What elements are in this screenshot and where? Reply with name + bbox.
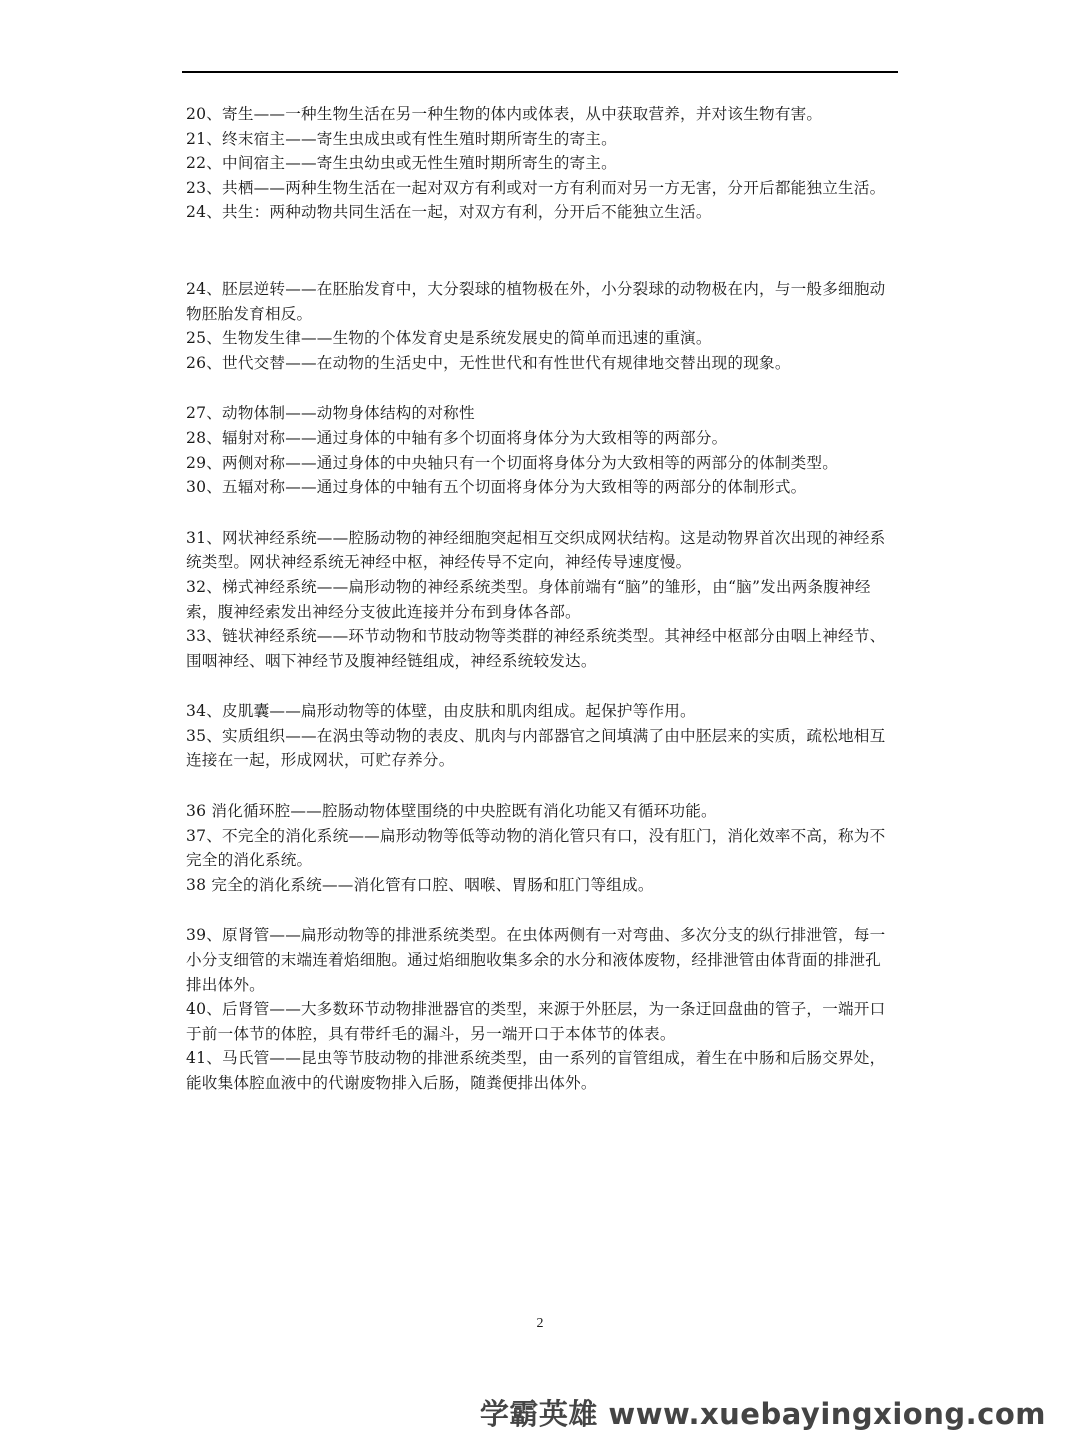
site-watermark: 学霸英雄 www.xuebayingxiong.com — [479, 1397, 1046, 1431]
entry-39: 39、原肾管——扁形动物等的排泄系统类型。在虫体两侧有一对弯曲、多次分支的纵行排泄管，每一小分支细管的末端连着焰细胞。通过焰细胞收集多余的水分和液体废物，经排泄管由体背面的排泄孔排出体外。 — [186, 926, 886, 994]
entry-31: 31、网状神经系统——腔肠动物的神经细胞突起相互交织成网状结构。这是动物界首次出现的神经系统类型。网状神经系统无神经中枢，神经传导不定向，神经传导速度慢。 — [186, 528, 886, 572]
group-nervous-system — [186, 526, 896, 674]
group-excretory-system — [186, 923, 896, 1095]
entry-30: 30、五辐对称——通过身体的中轴有五个切面将身体分为大致相等的两部分的体制形式。 — [186, 478, 807, 497]
page-number: 2 — [536, 1316, 544, 1331]
group-digestive-system — [186, 799, 896, 897]
entry-28: 28、辐射对称——通过身体的中轴有多个切面将身体分为大致相等的两部分。 — [186, 428, 728, 447]
entry-35: 35、实质组织——在涡虫等动物的表皮、肌肉与内部器官之间填满了由中胚层来的实质，疏松地相互连接在一起，形成网状，可贮存养分。 — [186, 726, 886, 770]
group-symmetry — [186, 401, 896, 499]
entry-29: 29、两侧对称——通过身体的中央轴只有一个切面将身体分为大致相等的两部分的体制类型。 — [186, 453, 838, 472]
entry-37: 37、不完全的消化系统——扁形动物等低等动物的消化管只有口，没有肛门，消化效率不高，称为不完全的消化系统。 — [186, 826, 886, 870]
entry-24-inversion: 24、胚层逆转——在胚胎发育中，大分裂球的植物极在外，小分裂球的动物极在内，与一般多细胞动物胚胎发育相反。 — [186, 279, 886, 323]
entry-23: 23、共栖——两种生物生活在一起对双方有利或对一方有利而对另一方无害，分开后都能独立生活。 — [186, 178, 886, 197]
entry-21: 21、终末宿主——寄生虫成虫或有性生殖时期所寄生的寄主。 — [186, 129, 617, 148]
entry-34: 34、皮肌囊——扁形动物等的体壁，由皮肤和肌肉组成。起保护等作用。 — [186, 702, 696, 721]
entry-33: 33、链状神经系统——环节动物和节肢动物等类群的神经系统类型。其神经中枢部分由咽上神经节、围咽神经、咽下神经节及腹神经链组成，神经系统较发达。 — [186, 627, 886, 670]
entry-25: 25、生物发生律——生物的个体发育史是系统发展史的简单而迅速的重演。 — [186, 329, 712, 348]
header-rule — [182, 71, 898, 73]
group-body-wall — [186, 699, 896, 773]
entry-24-symbiosis: 24、共生：两种动物共同生活在一起，对双方有利，分开后不能独立生活。 — [186, 203, 712, 222]
group-development — [186, 277, 896, 375]
entry-38: 38 完全的消化系统——消化管有口腔、咽喉、胃肠和肛门等组成。 — [186, 875, 654, 894]
entry-40: 40、后肾管——大多数环节动物排泄器官的类型，来源于外胚层，为一条迂回盘曲的管子，一端开口于前一体节的体腔，具有带纤毛的漏斗，另一端开口于本体节的体表。 — [186, 1000, 886, 1043]
entry-32: 32、梯式神经系统——扁形动物的神经系统类型。身体前端有“脑”的雏形，由“脑”发出两条腹神经索，腹神经索发出神经分支彼此连接并分布到身体各部。 — [186, 577, 871, 621]
entry-22: 22、中间宿主——寄生虫幼虫或无性生殖时期所寄生的寄主。 — [186, 154, 617, 173]
entry-20: 20、寄生——一种生物生活在另一种生物的体内或体表，从中获取营养，并对该生物有害。 — [186, 105, 823, 123]
group-parasitism — [186, 102, 896, 225]
entry-27: 27、动物体制——动物身体结构的对称性 — [186, 404, 475, 423]
document-body — [186, 102, 896, 1122]
entry-36: 36 消化循环腔——腔肠动物体壁围绕的中央腔既有消化功能又有循环功能。 — [186, 802, 717, 821]
entry-41: 41、马氏管——昆虫等节肢动物的排泄系统类型，由一系列的盲管组成，着生在中肠和后肠交界处，能收集体腔血液中的代谢废物排入后肠，随粪便排出体外。 — [186, 1049, 886, 1092]
entry-26: 26、世代交替——在动物的生活史中，无性世代和有性世代有规律地交替出现的现象。 — [186, 353, 791, 372]
